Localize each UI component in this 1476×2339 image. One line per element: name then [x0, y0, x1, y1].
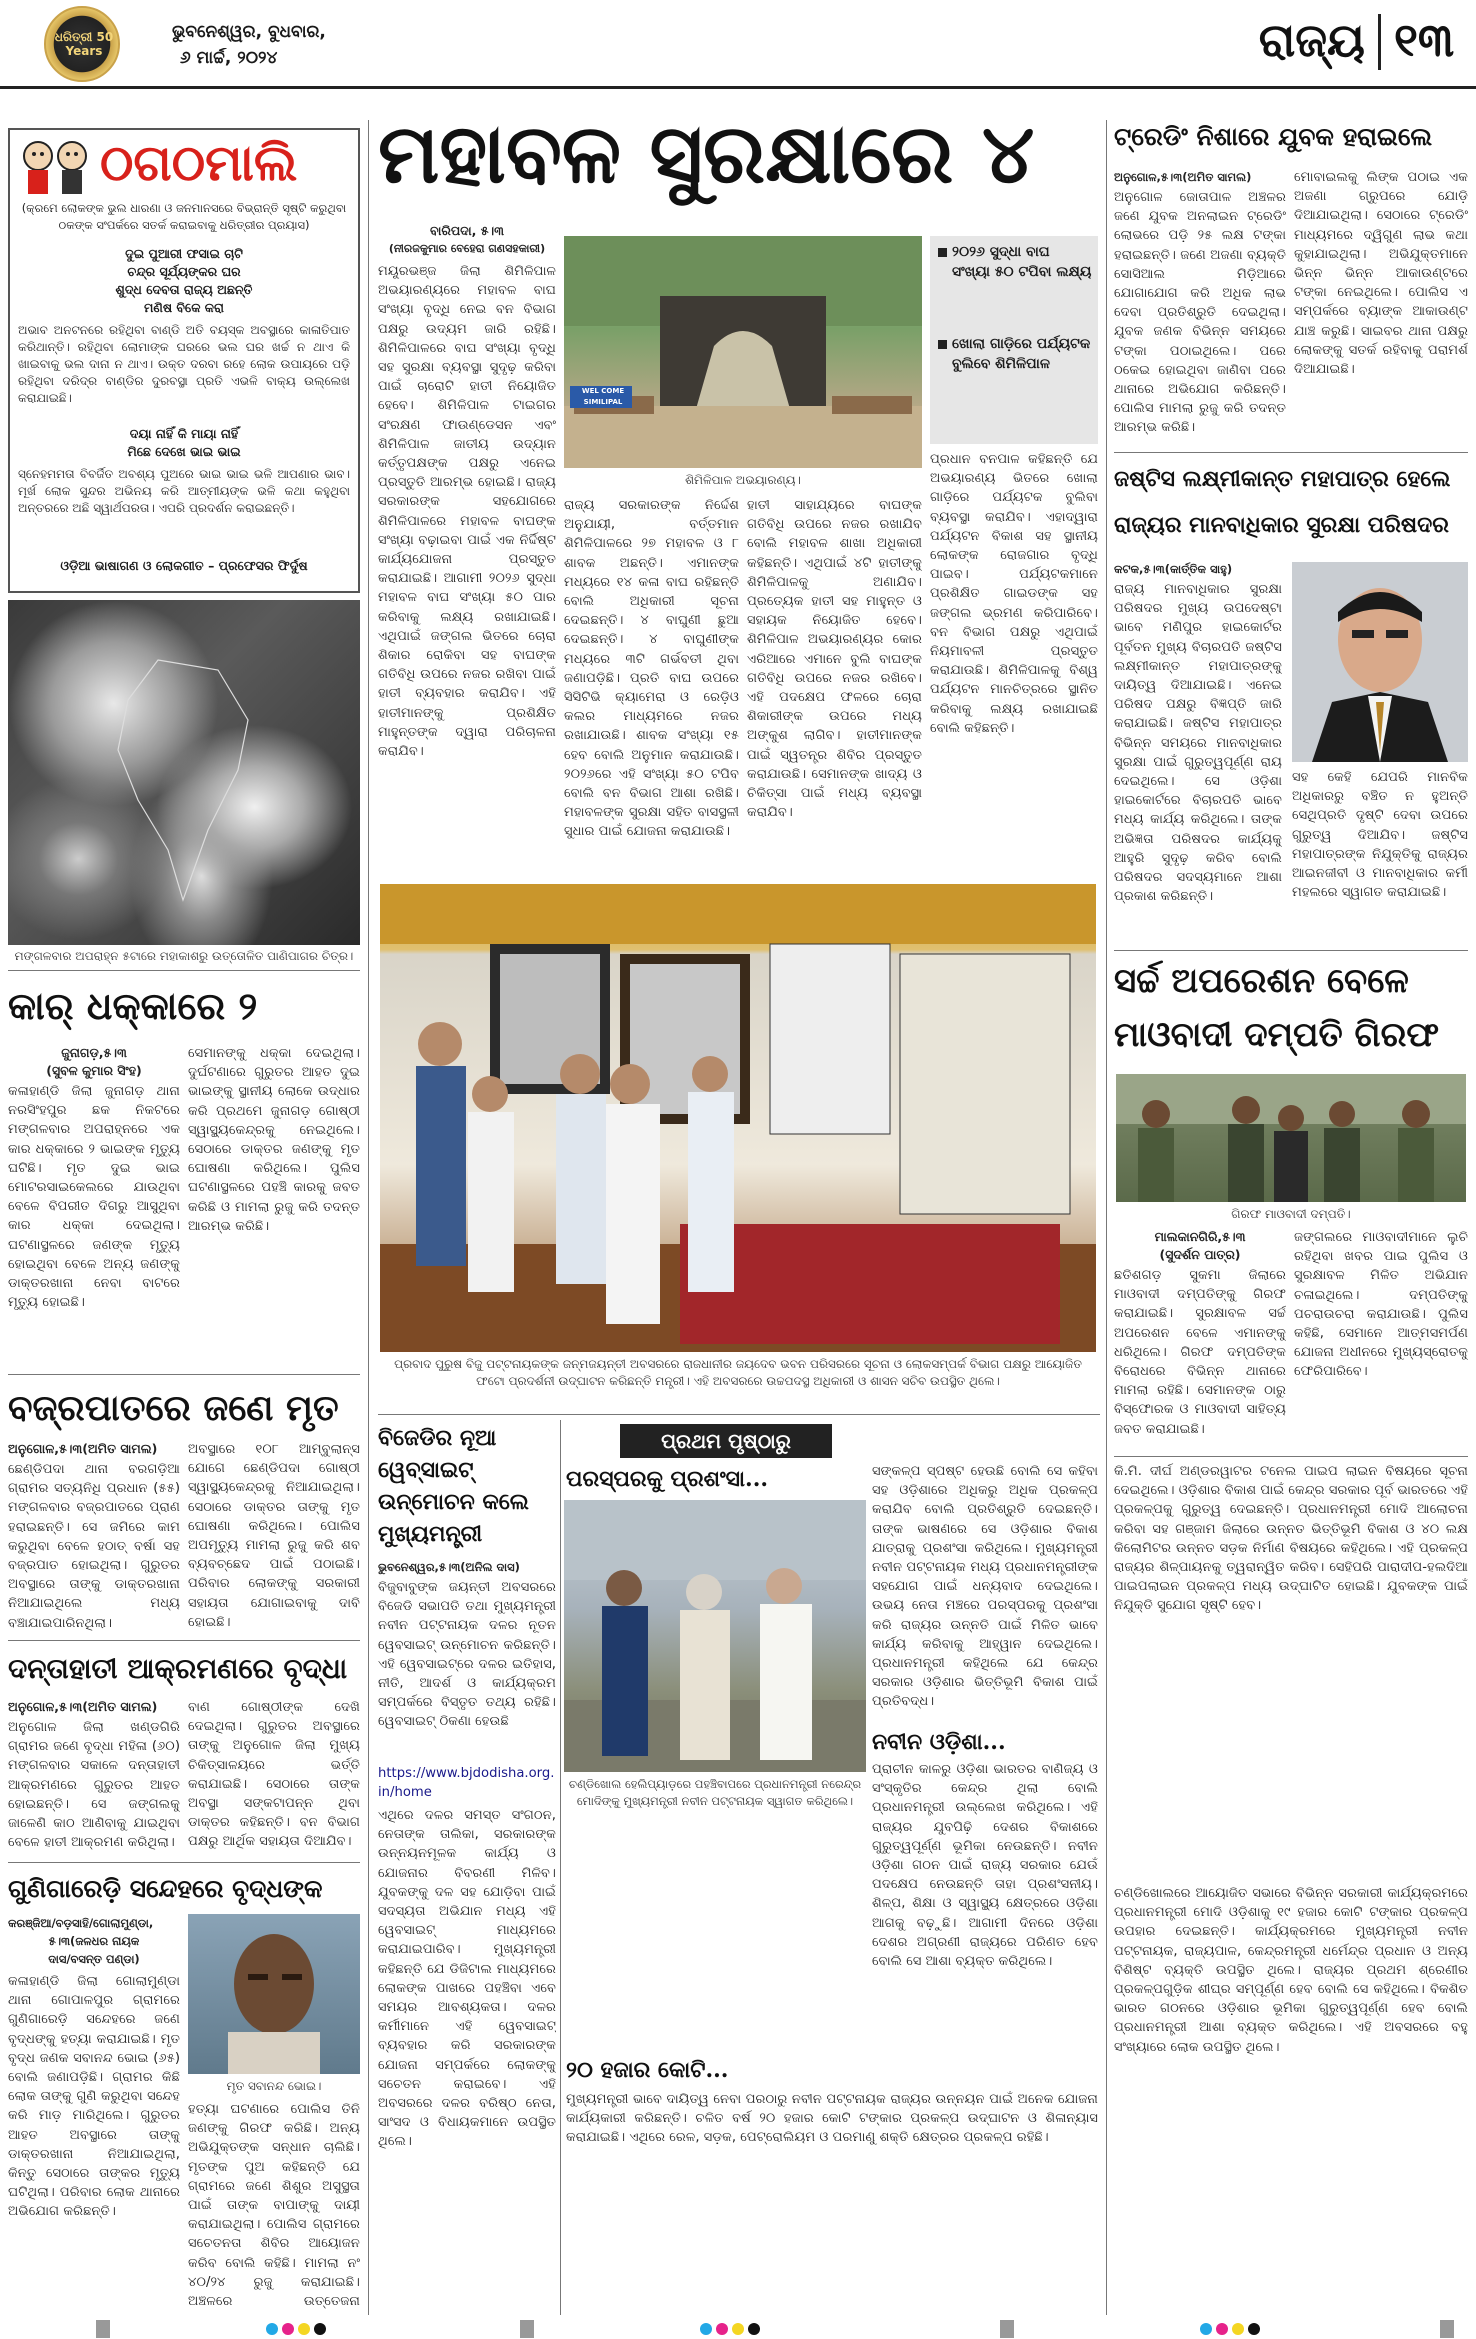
- thaga-credit: ଓଡ଼ିଆ ଭାଷାଗଣ ଓ ଲୋକଗୀତ – ପ୍ରଫେସର ଫିର୍ଦୁଷ: [60, 558, 308, 573]
- pm-cm-photo-caption: ଚଣ୍ଡିଖୋଲ ହେଲିପ୍ୟାଡ଼ରେ ପହଞ୍ଚିବାପରେ ପ୍ରଧାନମନ୍ତ୍ରୀ ନରେନ୍ଦ୍ର ମୋଦିଙ୍କୁ ମୁଖ୍ୟମନ୍ତ୍ରୀ ନବୀନ ପଟ୍ଟନାୟକ ସ୍ୱାଗତ କରିଥିଲେ।: [568, 1777, 862, 1808]
- bjd-body: ବିଜୁବାବୁଙ୍କ ଜୟନ୍ତୀ ଅବସରରେ ବିଜେଡି ସଭାପତି ତଥା ମୁଖ୍ୟମନ୍ତ୍ରୀ ନବୀନ ପଟ୍ଟନାୟକ ଦଳର ନୂତନ ୱେବସାଇଟ୍ ଉନ୍ମୋଚନ କରିଛନ୍ତି। ଏହି ୱେବସାଇଟ୍‌ରେ ଦଳର ଇତିହାସ, ନୀତି, ଆଦର୍ଶ ଓ କାର୍ଯ୍ୟକ୍ରମ ସମ୍ପର୍କରେ ବିସ୍ତୃତ ତଥ୍ୟ ରହିଛି। ୱେବସାଇଟ୍ ଠିକଣା ହେଉଛି: [378, 1580, 556, 1730]
- front-col-a-3: ମୁଖ୍ୟମନ୍ତ୍ରୀ ଭାବେ ଦାୟିତ୍ୱ ନେବା ପରଠାରୁ ନବୀନ ପଟ୍ଟନାୟକ ରାଜ୍ୟର ଉନ୍ନୟନ ପାଇଁ ଅନେକ ଯୋଜନା କାର୍ଯ୍ୟକାରୀ କରିଛନ୍ତି। ଚଳିତ ବର୍ଷ ୨୦ ହଜାର କୋଟି ଟଙ୍କାର ପ୍ରକଳ୍ପ ଉଦ୍‌ଘାଟନ ଓ ଶିଳାନ୍ୟାସ କରାଯାଇଛି। ଏଥିରେ ରେଳ, ସଡ଼କ, ପେଟ୍ରୋଲିୟମ ଓ ପରମାଣୁ ଶକ୍ତି କ୍ଷେତ୍ରର ପ୍ରକଳ୍ପ ରହିଛି।: [566, 2092, 1098, 2146]
- page-number: ୧୩: [1393, 13, 1455, 67]
- right-rule-1: [1114, 452, 1468, 453]
- trending-byline: ଅନୁଗୋଳ,୫।୩(ଅମିତ ସାମଲ): [1114, 170, 1252, 184]
- elephants-highlights-box: [930, 236, 1098, 444]
- car-accident-col-1: କଳାହାଣ୍ଡି ଜିଲା ଜୁନାଗଡ଼ ଥାନା ନରସିଂହପୁର ଛକ ନିକଟରେ ମଙ୍ଗଳବାର ଅପରାହ୍ନରେ ଏକ କାର ଧକ୍କାରେ ୨ ଭାଇଙ୍କ ମୃତ୍ୟୁ ଘଟିଛି। ମୃତ ଦୁଇ ଭାଇ ମୋଟରସାଇକେଲରେ ଯାଉଥିବା ବେଳେ ବିପରୀତ ଦିଗରୁ ଆସୁଥିବା କାର ଧକ୍କା ଦେଇଥିଲା। ଘଟଣାସ୍ଥଳରେ ଜଣଙ୍କ ମୃତ୍ୟୁ ହୋଇଥିବା ବେଳେ ଅନ୍ୟ ଜଣଙ୍କୁ ଡାକ୍ତରଖାନା ନେବା ବାଟରେ ମୃତ୍ୟୁ ହୋଇଛି।: [8, 1084, 180, 1311]
- anniversary-logo: [44, 6, 120, 82]
- bjd-body-2: ଏଥିରେ ଦଳର ସମସ୍ତ ସଂଗଠନ, ନେତାଙ୍କ ତାଲିକା, ସରକାରଙ୍କ ଉନ୍ନୟନମୂଳକ କାର୍ଯ୍ୟ ଓ ଯୋଜନାର ବିବରଣୀ ମିଳିବ। ଯୁବକଙ୍କୁ ଦଳ ସହ ଯୋଡ଼ିବା ପାଇଁ ସଦସ୍ୟତା ଅଭିଯାନ ମଧ୍ୟ ଏହି ୱେବସାଇଟ୍ ମାଧ୍ୟମରେ କରାଯାଇପାରିବ। ମୁଖ୍ୟମନ୍ତ୍ରୀ କହିଛନ୍ତି ଯେ ଡିଜିଟାଲ ମାଧ୍ୟମରେ ଲୋକଙ୍କ ପାଖରେ ପହଞ୍ଚିବା ଏବେ ସମୟର ଆବଶ୍ୟକତା। ଦଳର କର୍ମୀମାନେ ଏହି ୱେବସାଇଟ୍ ବ୍ୟବହାର କରି ସରକାରଙ୍କ ଯୋଜନା ସମ୍ପର୍କରେ ଲୋକଙ୍କୁ ସଚେତନ କରାଇବେ। ଏହି ଅବସରରେ ଦଳର ବରିଷ୍ଠ ନେତା, ସାଂସଦ ଓ ବିଧାୟକମାନେ ଉପସ୍ଥିତ ଥିଲେ।: [378, 1808, 556, 2150]
- left-rule-4: [8, 1862, 360, 1863]
- similipal-photo-caption: ଶିମିଳିପାଳ ଅଭୟାରଣ୍ୟ।: [685, 473, 801, 487]
- front-col-b-1: କି.ମି. ଦୀର୍ଘ ଅଣ୍ଡରୱାଟର ଟନେଲ ପାଇପ ଲାଇନ ବିଷୟରେ ସୂଚନା ଦେଇଥିଲେ। ଓଡ଼ିଶାର ବିକାଶ ପାଇଁ କେନ୍ଦ୍ର ସରକାର ପୂର୍ବ ଭାରତରେ ଏହି ପ୍ରକଳ୍ପକୁ ଗୁରୁତ୍ୱ ଦେଇଛନ୍ତି। ପ୍ରଧାନମନ୍ତ୍ରୀ ମୋଦି ଆଲୋଚନା କରିବା ସହ ଗଞ୍ଜାମ ଜିଲାରେ ଉନ୍ନତ ଭିତ୍ତିଭୂମି ବିକାଶ ଓ ୪୦ ଲକ୍ଷ କିଲୋମିଟର ଉନ୍ନତ ସଡ଼କ ନିର୍ମାଣ ବିଷୟରେ କହିଥିଲେ। ଏହି ପ୍ରକଳ୍ପ ରାଜ୍ୟର ଶିଳ୍ପାୟନକୁ ତ୍ୱରାନ୍ୱିତ କରିବ। ସେହିପରି ପାରାଦୀପ-ହଲଦିଆ ପାଇପଲାଇନ ପ୍ରକଳ୍ପ ମଧ୍ୟ ଉଦ୍‌ଘାଟିତ ହୋଇଛି। ଯୁବକଙ୍କ ପାଇଁ ନିଯୁକ୍ତି ସୁଯୋଗ ସୃଷ୍ଟି ହେବ।: [1114, 1464, 1468, 1614]
- murder-byline-2: ୫।୩(ଜଳଧର ନାୟକ: [48, 1934, 140, 1948]
- thaga-title: ଠଗଠମାଲି: [100, 133, 298, 192]
- thaga-cartoon-icon: [16, 134, 96, 196]
- section-name: ରାଜ୍ୟ: [1258, 13, 1365, 67]
- murder-victim-photo: [188, 1914, 360, 2074]
- thaga-verse-2: ଚନ୍ଦ୍ର ସୂର୍ଯ୍ୟଙ୍କର ଘର: [127, 264, 241, 279]
- lightning-byline: ଅନୁଗୋଳ,୫।୩(ଅମିତ ସାମଲ): [8, 1441, 158, 1456]
- justice-portrait: [1292, 562, 1468, 762]
- trending-col-2: ମୋବାଇଲକୁ ଲିଙ୍କ ପଠାଇ ଏକ ଅଜଣା ଗ୍ରୁପରେ ଯୋଡ଼ି ଦିଆଯାଇଥିଲା। ସେଠାରେ ଟ୍ରେଡିଂ ମାଧ୍ୟମରେ ଦ୍ୱିଗୁଣ ଲାଭ କଥା କୁହାଯାଇଥିଲା। ଅଭିଯୁକ୍ତମାନେ ଭିନ୍ନ ଭିନ୍ନ ଆକାଉଣ୍ଟରେ ଟଙ୍କା ନେଇଥିଲେ। ପୋଲିସ ଏ ସମ୍ପର୍କରେ ବ୍ୟାଙ୍କ ଆକାଉଣ୍ଟ ଯାଞ୍ଚ କରୁଛି। ସାଇବର ଥାନା ପକ୍ଷରୁ ଲୋକଙ୍କୁ ସତର୍କ ରହିବାକୁ ପରାମର୍ଶ ଦିଆଯାଇଛି।: [1294, 170, 1468, 378]
- elephants-byline-2: (ନୀରଜକୁମାର ବେହେରା ଗଣସହକାରୀ): [388, 242, 546, 255]
- thaga-box: [8, 128, 360, 593]
- print-mark-grey-2: [520, 2320, 534, 2338]
- trending-headline: ଟ୍ରେଡିଂ ନିଶାରେ ଯୁବକ ହରାଇଲେ: [1114, 122, 1433, 151]
- lightning-col-2: ଅବସ୍ଥାରେ ୧୦୮ ଆମ୍ବୁଲାନ୍ସ ଯୋଗେ ଛେଣ୍ଡିପଦା ଗୋଷ୍ଠୀ ସ୍ୱାସ୍ଥ୍ୟକେନ୍ଦ୍ରକୁ ନିଆଯାଇଥିଲା। ସେଠାରେ ଡାକ୍ତର ତାଙ୍କୁ ମୃତ ଘୋଷଣା କରିଥିଲେ। ପୋଲିସ ଅପମୃତ୍ୟୁ ମାମଲା ରୁଜୁ କରି ଶବ ବ୍ୟବଚ୍ଛେଦ ପାଇଁ ପଠାଇଛି। ପରିବାର ଲୋକଙ୍କୁ ସରକାରୀ ସହାୟତା ଯୋଗାଇବାକୁ ଦାବି ହୋଇଛି।: [188, 1442, 360, 1630]
- car-accident-byline-2: (ସୁବଳ କୁମାର ସିଂହ): [46, 1063, 142, 1078]
- print-mark-magenta-2: [716, 2323, 728, 2335]
- front-subhead-3: ୨୦ ହଜାର କୋଟି...: [566, 2057, 729, 2083]
- elephant-attack-col-2: ବାଣ ଗୋଷ୍ଠୀଙ୍କ ଦେଖି ଦେଇଥିଲା। ଗୁରୁତର ଅବସ୍ଥାରେ ତାଙ୍କୁ ଅନୁଗୋଳ ଜିଲା ମୁଖ୍ୟ ଚିକିତ୍ସାଳୟରେ ଭର୍ତ୍ତି କରାଯାଇଛି। ସେଠାରେ ତାଙ୍କ ଅବସ୍ଥା ସଙ୍କଟାପନ୍ନ ଥିବା ଡାକ୍ତର କହିଛନ୍ତି। ବନ ବିଭାଗ ପକ୍ଷରୁ ଆର୍ଥିକ ସହାୟତା ଦିଆଯିବ।: [188, 1700, 360, 1850]
- print-mark-black-3: [1248, 2323, 1260, 2335]
- right-rule-2: [1114, 950, 1468, 951]
- bjd-byline: ଭୁବନେଶ୍ୱର,୫।୩(ଅନିଲ ଦାସ): [378, 1560, 520, 1574]
- elephants-col-4: ପ୍ରଧାନ ବନପାଳ କହିଛନ୍ତି ଯେ ଅଭୟାରଣ୍ୟ ଭିତରେ ଖୋଲା ଗାଡ଼ିରେ ପର୍ଯ୍ୟଟକ ବୁଲିବା ବ୍ୟବସ୍ଥା କରାଯିବ। ଏହାଦ୍ୱାରା ପର୍ଯ୍ୟଟନ ବିକାଶ ସହ ସ୍ଥାନୀୟ ଲୋକଙ୍କ ରୋଜଗାର ବୃଦ୍ଧି ପାଇବ। ପର୍ଯ୍ୟଟକମାନେ ପ୍ରଶିକ୍ଷିତ ଗାଇଡଙ୍କ ସହ ଜଙ୍ଗଲ ଭ୍ରମଣ କରିପାରିବେ। ବନ ବିଭାଗ ପକ୍ଷରୁ ଏଥିପାଇଁ ନିୟମାବଳୀ ପ୍ରସ୍ତୁତ କରାଯାଉଛି। ଶିମିଳିପାଳକୁ ବିଶ୍ୱ ପର୍ଯ୍ୟଟନ ମାନଚିତ୍ରରେ ସ୍ଥାନିତ କରିବାକୁ ଲକ୍ଷ୍ୟ ରଖାଯାଇଛି ବୋଲି କହିଛନ୍ତି।: [930, 452, 1098, 736]
- pm-cm-photo: [564, 1500, 866, 1772]
- dateline-place: ଭୁବନେଶ୍ୱର, ବୁଧବାର,: [172, 22, 326, 42]
- maoist-couple-photo: [1116, 1074, 1466, 1202]
- front-subhead-2: ନବୀନ ଓଡ଼ିଶା...: [872, 1729, 1006, 1755]
- similipal-gate-photo: [564, 236, 922, 468]
- print-mark-grey-4: [1440, 2320, 1454, 2338]
- weather-caption: ମଙ୍ଗଳବାର ଅପରାହ୍ନ ୫ଟାରେ ମହାକାଶରୁ ଉତ୍ତୋଳିତ ପାଣିପାଗର ଚିତ୍ର।: [14, 949, 354, 963]
- justice-byline: କଟକ,୫।୩(କାର୍ତ୍ତିକ ସାହୁ): [1114, 562, 1233, 576]
- thaga-verse-3: ଶୁଦ୍ଧ ଦେବତା ରାଜ୍ୟ ଅଛନ୍ତି: [115, 282, 253, 297]
- bullet-square-2: [938, 340, 947, 349]
- bullet-square-1: [938, 248, 947, 257]
- masthead-rule: [0, 86, 1476, 89]
- print-mark-yellow-3: [1232, 2323, 1244, 2335]
- right-rule-3: [1114, 1456, 1468, 1457]
- print-mark-cyan-3: [1200, 2323, 1212, 2335]
- left-rule-2: [8, 1374, 360, 1375]
- exhibition-photo-caption: ପ୍ରବାଦ ପୁରୁଷ ବିଜୁ ପଟ୍ଟନାୟକଙ୍କ ଜନ୍ମଜୟନ୍ତୀ ଅବସରରେ ରାଜଧାନୀର ଜୟଦେବ ଭବନ ପରିସରରେ ସୂଚନା ଓ ଲୋକସମ୍ପର୍କ ବିଭାଗ ପକ୍ଷରୁ ଆୟୋଜିତ ଫଟୋ ପ୍ରଦର୍ଶନୀ ଉଦ୍‌ଘାଟନ କରିଛନ୍ତି ମନ୍ତ୍ରୀ। ଏହି ଅବସରରେ ଉଚ୍ଚପଦସ୍ଥ ଅଧିକାରୀ ଓ ଶାସନ ସଚିବ ଉପସ୍ଥିତ ଥିଲେ।: [394, 1357, 1082, 1388]
- mid-rule: [378, 1414, 1100, 1415]
- maoist-col-2: ଜଙ୍ଗଲରେ ମାଓବାଦୀମାନେ ଲୁଚି ରହିଥିବା ଖବର ପାଇ ପୁଲିସ ଓ ସୁରକ୍ଷାବଳ ମିଳିତ ଅଭିଯାନ ଚଳାଇଥିଲେ। ଦମ୍ପତିଙ୍କୁ ପଚରାଉଚରା କରାଯାଉଛି। ପୁଲିସ କହିଛି, ସେମାନେ ଆତ୍ମସମର୍ପଣ ଯୋଜନା ଅଧୀନରେ ମୁଖ୍ୟସ୍ରୋତକୁ ଫେରିପାରିବେ।: [1294, 1230, 1468, 1380]
- front-page-banner-text: ପ୍ରଥମ ପୃଷ୍ଠାରୁ: [661, 1429, 791, 1453]
- thaga-subtitle: (କ୍ରମେ ଲୋକଙ୍କ ଭୁଲ ଧାରଣା ଓ ଜନମାନସରେ ବିଭ୍ରାନ୍ତି ସୃଷ୍ଟି କରୁଥିବା ଠକଙ୍କ ସଂପର୍କରେ ସତର୍କ କରାଇବାକୁ ଧରିତ୍ରୀର ପ୍ରୟାସ): [21, 201, 347, 232]
- trending-col-1: ଅନୁଗୋଳ ଜୋତାପାଳ ଅଞ୍ଚଳର ଜଣେ ଯୁବକ ଅନଲାଇନ ଟ୍ରେଡିଂ ଲୋଭରେ ପଡ଼ି ୨୫ ଲକ୍ଷ ଟଙ୍କା ହରାଇଛନ୍ତି। ଜଣେ ଅଜଣା ବ୍ୟକ୍ତି ସୋସିଆଲ ମିଡ଼ିଆରେ ଯୋଗାଯୋଗ କରି ଅଧିକ ଲାଭ ଦେବା ପ୍ରତିଶ୍ରୁତି ଦେଇଥିଲା। ଯୁବକ ଜଣକ ବିଭିନ୍ନ ସମୟରେ ଟଙ୍କା ପଠାଇଥିଲେ। ପରେ ଠକେଇ ହୋଇଥିବା ଜାଣିବା ପରେ ଥାନାରେ ଅଭିଯୋଗ କରିଛନ୍ତି। ପୋଲିସ ମାମଲା ରୁଜୁ କରି ତଦନ୍ତ ଆରମ୍ଭ କରିଛି।: [1114, 190, 1286, 436]
- maoist-photo-caption: ଗିରଫ ମାଓବାଦୀ ଦମ୍ପତି।: [1231, 1207, 1351, 1221]
- elephants-col-2: ରାଜ୍ୟ ସରକାରଙ୍କ ନିର୍ଦ୍ଦେଶ ଅନୁଯାୟୀ, ବର୍ତ୍ତମାନ ଶିମିଳିପାଳରେ ୨୭ ମହାବଳ ଓ ୮ ଶାବକ ଅଛନ୍ତି। ଏମାନଙ୍କ ମଧ୍ୟରେ ୧୪ କଳା ବାଘ ରହିଛନ୍ତି ବୋଲି ଅଧିକାରୀ ସୂଚନା ଦେଇଛନ୍ତି। ୪ ବାଘୁଣୀ ଛୁଆ ଦେଇଛନ୍ତି। ୪ ବାଘୁଣୀଙ୍କ ମଧ୍ୟରେ ୩ଟି ଗର୍ଭବତୀ ଥିବା ଜଣାପଡ଼ିଛି। ପ୍ରତି ବାଘ ଉପରେ ସିସିଟିଭି କ୍ୟାମେରା ଓ ରେଡ଼ିଓ କଲର ମାଧ୍ୟମରେ ନଜର ରଖାଯାଉଛି। ଶାବକ ସଂଖ୍ୟା ୧୫ ହେବ ବୋଲି ଅନୁମାନ କରାଯାଉଛି। ୨୦୨୬ରେ ଏହି ସଂଖ୍ୟା ୫୦ ଟପିବ ବୋଲି ବନ ବିଭାଗ ଆଶା ରଖିଛି। ମହାବଳଙ୍କ ସୁରକ୍ଷା ସହିତ ବାସସ୍ଥଳୀ ସୁଧାର ପାଇଁ ଯୋଜନା କରାଯାଉଛି।: [564, 498, 739, 840]
- print-mark-grey-3: [1000, 2320, 1014, 2338]
- print-mark-cyan-2: [700, 2323, 712, 2335]
- print-mark-yellow-1: [298, 2323, 310, 2335]
- elephants-col-1: ମୟୂରଭଞ୍ଜ ଜିଲା ଶିମିଳିପାଳ ଅଭୟାରଣ୍ୟରେ ମହାବଳ ବାଘ ସଂଖ୍ୟା ବୃଦ୍ଧି ନେଇ ବନ ବିଭାଗ ପକ୍ଷରୁ ଉଦ୍ୟମ ଜାରି ରହିଛି। ଶିମିଳିପାଳରେ ବାଘ ସଂଖ୍ୟା ବୃଦ୍ଧି ସହ ସୁରକ୍ଷା ବ୍ୟବସ୍ଥା ସୁଦୃଢ଼ କରିବା ପାଇଁ ଚାରୋଟି ହାତୀ ନିୟୋଜିତ ହେବେ। ଶିମିଳିପାଳ ଟାଇଗର ସଂରକ୍ଷଣ ଫାଉଣ୍ଡେସନ ଏବଂ ଶିମିଳିପାଳ ଜାତୀୟ ଉଦ୍ୟାନ କର୍ତ୍ତୃପକ୍ଷଙ୍କ ପକ୍ଷରୁ ଏନେଇ ପ୍ରସ୍ତୁତି ଆରମ୍ଭ ହୋଇଛି। ରାଜ୍ୟ ସରକାରଙ୍କ ସହଯୋଗରେ ଶିମିଳିପାଳରେ ମହାବଳ ବାଘଙ୍କ ସଂଖ୍ୟା ବଢ଼ାଇବା ପାଇଁ ଏକ ନିର୍ଦ୍ଦିଷ୍ଟ କାର୍ଯ୍ୟଯୋଜନା ପ୍ରସ୍ତୁତ କରାଯାଇଛି। ଆଗାମୀ ୨୦୨୬ ସୁଦ୍ଧା ମହାବଳ ବାଘ ସଂଖ୍ୟା ୫୦ ପାର କରିବାକୁ ଲକ୍ଷ୍ୟ ରଖାଯାଇଛି। ଏଥିପାଇଁ ଜଙ୍ଗଲ ଭିତରେ ଚୋରା ଶିକାର ରୋକିବା ସହ ବାଘଙ୍କ ଗତିବିଧି ଉପରେ ନଜର ରଖିବା ପାଇଁ ହାତୀ ବ୍ୟବହାର କରାଯିବ। ଏହି ହାତୀମାନଙ୍କୁ ପ୍ରଶିକ୍ଷିତ ମାହୁନ୍ତଙ୍କ ଦ୍ୱାରା ପରିଚାଳନା କରାଯିବ।: [378, 264, 556, 760]
- elephants-col-3: ହାତୀ ସାହାଯ୍ୟରେ ବାଘଙ୍କ ଗତିବିଧି ଉପରେ ନଜର ରଖାଯିବ ବୋଲି ମହାବଳ ଶାଖା ଅଧିକାରୀ କହିଛନ୍ତି। ଏଥିପାଇଁ ୪ଟି ହାତୀଙ୍କୁ ଶିମିଳିପାଳକୁ ଅଣାଯିବ। ପ୍ରତ୍ୟେକ ହାତୀ ସହ ମାହୁନ୍ତ ଓ ସହାୟକ ନିୟୋଜିତ ହେବେ। ଶିମିଳିପାଳ ଅଭୟାରଣ୍ୟର କୋର ଏରିଆରେ ଏମାନେ ବୁଲି ବାଘଙ୍କ ଗତିବିଧି ଉପରେ ନଜର ରଖିବେ। ଏହି ପଦକ୍ଷେପ ଫଳରେ ଚୋରା ଶିକାରୀଙ୍କ ଉପରେ ମଧ୍ୟ ଅଙ୍କୁଶ ଲାଗିବ। ହାତୀମାନଙ୍କ ପାଇଁ ସ୍ୱତନ୍ତ୍ର ଶିବିର ପ୍ରସ୍ତୁତ କରାଯାଉଛି। ସେମାନଙ୍କ ଖାଦ୍ୟ ଓ ଚିକିତ୍ସା ପାଇଁ ମଧ୍ୟ ବ୍ୟବସ୍ଥା କରାଯିବ।: [747, 498, 922, 821]
- thaga-verse-4: ମଣିଷ ବିକେ କରା: [144, 300, 224, 315]
- bjd-headline: ବିଜେଡିର ନୂଆ ୱେବ୍‌ସାଇଟ୍ ଉନ୍ମୋଚନ କଲେ ମୁଖ୍ୟମନ୍ତ୍ରୀ: [378, 1425, 529, 1547]
- elephant-attack-headline: ଦନ୍ତାହାତୀ ଆକ୍ରମଣରେ ବୃଦ୍ଧା: [8, 1652, 348, 1685]
- lightning-headline: ବଜ୍ରପାତରେ ଜଣେ ମୃତ: [8, 1387, 339, 1429]
- dateline-date: ୬ ମାର୍ଚ୍ଚ, ୨୦୨୪: [180, 48, 278, 68]
- murder-byline: କରଞ୍ଜିଆ/ବଡ଼ସାହି/ଗୋଲାମୁଣ୍ଡା,: [8, 1916, 154, 1930]
- front-col-a-1: ସଙ୍କଳ୍ପ ସ୍ପଷ୍ଟ ହେଉଛି ବୋଲି ସେ କହିବା ସହ ଓଡ଼ିଶାରେ ଅଧିକରୁ ଅଧିକ ପ୍ରକଳ୍ପ କରାଯିବ ବୋଲି ପ୍ରତିଶ୍ରୁତି ଦେଇଛନ୍ତି। ତାଙ୍କ ଭାଷଣରେ ସେ ଓଡ଼ିଶାର ବିକାଶ ଯାତ୍ରାକୁ ପ୍ରଶଂସା କରିଥିଲେ। ମୁଖ୍ୟମନ୍ତ୍ରୀ ନବୀନ ପଟ୍ଟନାୟକ ମଧ୍ୟ ପ୍ରଧାନମନ୍ତ୍ରୀଙ୍କ ସହଯୋଗ ପାଇଁ ଧନ୍ୟବାଦ ଦେଇଥିଲେ। ଉଭୟ ନେତା ମଞ୍ଚରେ ପରସ୍ପରକୁ ପ୍ରଶଂସା କରି ରାଜ୍ୟର ଉନ୍ନତି ପାଇଁ ମିଳିତ ଭାବେ କାର୍ଯ୍ୟ କରିବାକୁ ଆହ୍ୱାନ ଦେଇଥିଲେ। ପ୍ରଧାନମନ୍ତ୍ରୀ କହିଥିଲେ ଯେ କେନ୍ଦ୍ର ସରକାର ଓଡ଼ିଶାର ଭିତ୍ତିଭୂମି ବିକାଶ ପାଇଁ ପ୍ରତିବଦ୍ଧ।: [872, 1464, 1098, 1710]
- elephant-attack-col-1: ଅନୁଗୋଳ ଜିଲା ଖଣ୍ଡଗିରି ଗ୍ରାମର ଜଣେ ବୃଦ୍ଧା ମହିଳା (୬୦) ମଙ୍ଗଳବାର ସକାଳେ ଦନ୍ତାହାତୀ ଆକ୍ରମଣରେ ଗୁରୁତର ଆହତ ହୋଇଛନ୍ତି। ସେ ଜଙ୍ଗଲକୁ ଜାଳେଣି କାଠ ଆଣିବାକୁ ଯାଇଥିବା ବେଳେ ହାତୀ ଆକ୍ରମଣ କରିଥିଲା।: [8, 1720, 180, 1851]
- maoist-col-1: ଛତିଶଗଡ଼ ସୁକମା ଜିଲାରେ ମାଓବାଦୀ ଦମ୍ପତିଙ୍କୁ ଗିରଫ କରାଯାଇଛି। ସୁରକ୍ଷାବଳ ସର୍ଚ୍ଚ ଅପରେଶନ ବେଳେ ଏମାନଙ୍କୁ ଧରିଥିଲେ। ଗିରଫ ଦମ୍ପତିଙ୍କ ବିରୋଧରେ ବିଭିନ୍ନ ଥାନାରେ ମାମଲା ରହିଛି। ସେମାନଙ୍କ ଠାରୁ ବିସ୍ଫୋରକ ଓ ମାଓବାଦୀ ସାହିତ୍ୟ ଜବତ କରାଯାଇଛି।: [1114, 1268, 1286, 1437]
- lightning-col-1: ଛେଣ୍ଡିପଦା ଥାନା ବରଗଡ଼ିଆ ଗ୍ରାମର ସତ୍ୟନିଧି ପ୍ରଧାନ (୫୫) ମଙ୍ଗଳବାର ବଜ୍ରପାତରେ ପ୍ରାଣ ହରାଇଛନ୍ତି। ସେ ଜମିରେ କାମ କରୁଥିବା ବେଳେ ହଠାତ୍ ବର୍ଷା ସହ ବଜ୍ରପାତ ହୋଇଥିଲା। ଗୁରୁତର ଅବସ୍ଥାରେ ତାଙ୍କୁ ଡାକ୍ତରଖାନା ନିଆଯାଇଥିଲେ ମଧ୍ୟ ବଞ୍ଚାଯାଇପାରିନଥିଲା।: [8, 1462, 180, 1631]
- car-accident-byline: ଜୁନାଗଡ଼,୫।୩: [61, 1045, 127, 1060]
- justice-body-2: ସହ କେହି ଯେପରି ମାନବିକ ଅଧିକାରରୁ ବଞ୍ଚିତ ନ ହୁଅନ୍ତି ସେଥିପ୍ରତି ଦୃଷ୍ଟି ଦେବା ଉପରେ ଗୁରୁତ୍ୱ ଦିଆଯିବ। ଜଷ୍ଟିସ ମହାପାତ୍ରଙ୍କ ନିଯୁକ୍ତିକୁ ରାଜ୍ୟର ଆଇନଜୀବୀ ଓ ମାନବାଧିକାର କର୍ମୀ ମହଲରେ ସ୍ୱାଗତ କରାଯାଇଛି।: [1292, 770, 1468, 901]
- elephants-headline: ମହାବଳ ସୁରକ୍ଷାରେ ୪: [378, 106, 1035, 202]
- car-accident-col-2: ସେମାନଙ୍କୁ ଧକ୍କା ଦେଇଥିଲା। ଦୁର୍ଘଟଣାରେ ଗୁରୁତର ଆହତ ଦୁଇ ଭାଇଙ୍କୁ ସ୍ଥାନୀୟ ଲୋକେ ଉଦ୍ଧାର କରି ପ୍ରଥମେ ଜୁନାଗଡ଼ ଗୋଷ୍ଠୀ ସ୍ୱାସ୍ଥ୍ୟକେନ୍ଦ୍ରକୁ ନେଇଥିଲେ। ସେଠାରେ ଡାକ୍ତର ଜଣଙ୍କୁ ମୃତ ଘୋଷଣା କରିଥିଲେ। ପୁଲିସ ଘଟଣାସ୍ଥଳରେ ପହଞ୍ଚି କାରକୁ ଜବତ କରିଛି ଓ ମାମଲା ରୁଜୁ କରି ତଦନ୍ତ ଆରମ୍ଭ କରିଛି।: [188, 1046, 360, 1234]
- section-divider: [1378, 14, 1381, 70]
- thaga-body-1: ଅଭାବ ଅନଟନରେ ରହିଥିବା ବାଣ୍ଡି ଅତି ବୟସ୍କ ଅବସ୍ଥାରେ କାଳାତିପାତ କରିଥାନ୍ତି। ରହିଥିବା ଲୋମାଙ୍କ ଘରରେ ଭଲ ଘର ଖର୍ଚ୍ଚ ନ ଥାଏ କି ଖାଇବାକୁ ଭଲ ଦାନା ନ ଥାଏ। ଉକ୍ତ ଦରବା ରହେ ଲୋକ ଉପାୟରେ ପଡ଼ି ରହିଥିବା ଦରିଦ୍ର ବାଣ୍ଡିର ଦୁରବସ୍ଥା ପ୍ରତି ଏଭଳି ବାକ୍ୟ ଉଲ୍ଲେଖ କରାଯାଇଛି।: [18, 323, 350, 405]
- thaga-verse-6: ମିଛେ ଦେଖେ ଭାଇ ଭାଇ: [127, 444, 241, 459]
- masthead: [0, 0, 1476, 90]
- murder-col-mid: ହତ୍ୟା ଘଟଣାରେ ପୋଲିସ ତିନି ଜଣଙ୍କୁ ଗିରଫ କରିଛି। ଅନ୍ୟ ଅଭିଯୁକ୍ତଙ୍କ ସନ୍ଧାନ ଚାଲିଛି। ମୃତଙ୍କ ପୁଅ କହିଛନ୍ତି ଯେ ଗ୍ରାମରେ ଜଣେ ଶିଶୁର ଅସୁସ୍ଥତା ପାଇଁ ତାଙ୍କ ବାପାଙ୍କୁ ଦାୟୀ କରାଯାଇଥିଲା। ପୋଲିସ ଗ୍ରାମରେ ସଚେତନତା ଶିବିର ଆୟୋଜନ କରିବ ବୋଲି କହିଛି। ମାମଲା ନଂ ୪୦/୨୪ ରୁଜୁ କରାଯାଇଛି। ଅଞ୍ଚଳରେ ଉତ୍ତେଜନା: [188, 2102, 360, 2310]
- justice-headline: ଜଷ୍ଟିସ ଲକ୍ଷ୍ମୀକାନ୍ତ ମହାପାତ୍ର ହେଲେ ରାଜ୍ୟର ମାନବାଧିକାର ସୁରକ୍ଷା ପରିଷଦର: [1114, 466, 1451, 538]
- bjd-website-url[interactable]: https://www.bjdodisha.org.in/home: [378, 1766, 555, 1801]
- murder-photo-caption: ମୃତ ସବାନନ୍ଦ ଭୋଇ।: [226, 2079, 322, 2093]
- thaga-body-2: ସ୍ନେହମମତା ବିବର୍ଜିତ ଅବଶ୍ୟ ପୁଅରେ ଭାଇ ଭାଇ ଭଳି ଆପଣାର ଭାବ। ମୂର୍ଖ ଲୋକ ସୁନ୍ଦର ଅଭିନୟ କରି ଆତ୍ମୀୟଙ୍କ ଭଳି କଥା କହୁଥିବା ଅନ୍ତରରେ ଅଛି ସ୍ୱାର୍ଥପରତା। ଏପରି ପ୍ରଦର୍ଶନ କରାଇଛନ୍ତି।: [18, 467, 350, 515]
- right-column-divider: [1106, 120, 1107, 2315]
- murder-col-left: କଳାହାଣ୍ଡି ଜିଲା ଗୋଲାମୁଣ୍ଡା ଥାନା ଗୋପାଳପୁର ଗ୍ରାମରେ ଗୁଣିଗାରେଡ଼ି ସନ୍ଦେହରେ ଜଣେ ବୃଦ୍ଧଙ୍କୁ ହତ୍ୟା କରାଯାଇଛି। ମୃତ ବୃଦ୍ଧ ଜଣକ ସବାନନ୍ଦ ଭୋଇ (୬୫) ବୋଲି ଜଣାପଡ଼ିଛି। ଗ୍ରାମର କିଛି ଲୋକ ତାଙ୍କୁ ଗୁଣି କରୁଥିବା ସନ୍ଦେହ କରି ମାଡ଼ ମାରିଥିଲେ। ଗୁରୁତର ଆହତ ଅବସ୍ଥାରେ ତାଙ୍କୁ ଡାକ୍ତରଖାନା ନିଆଯାଇଥିଲା, କିନ୍ତୁ ସେଠାରେ ତାଙ୍କର ମୃତ୍ୟୁ ଘଟିଥିଲା। ପରିବାର ଲୋକ ଥାନାରେ ଅଭିଯୋଗ କରିଛନ୍ତି।: [8, 1974, 180, 2220]
- print-mark-magenta-1: [282, 2323, 294, 2335]
- elephant-attack-byline: ଅନୁଗୋଳ,୫।୩(ଅମିତ ସାମଲ): [8, 1699, 158, 1714]
- print-mark-cyan-1: [266, 2323, 278, 2335]
- left-column-divider: [368, 120, 369, 2315]
- maoist-byline: ମାଲକାନଗିରି,୫।୩: [1154, 1229, 1246, 1244]
- print-mark-yellow-2: [732, 2323, 744, 2335]
- gate-sign-text: WEL COME SIMILIPAL: [581, 387, 625, 406]
- print-mark-grey-1: [96, 2320, 110, 2338]
- justice-body: ରାଜ୍ୟ ମାନବାଧିକାର ସୁରକ୍ଷା ପରିଷଦର ମୁଖ୍ୟ ଉପଦେଷ୍ଟା ଭାବେ ମଣିପୁର ହାଇକୋର୍ଟର ପୂର୍ବତନ ମୁଖ୍ୟ ବିଚାରପତି ଜଷ୍ଟିସ ଲକ୍ଷ୍ମୀକାନ୍ତ ମହାପାତ୍ରଙ୍କୁ ଦାୟିତ୍ୱ ଦିଆଯାଇଛି। ଏନେଇ ପରିଷଦ ପକ୍ଷରୁ ବିଜ୍ଞପ୍ତି ଜାରି କରାଯାଇଛି। ଜଷ୍ଟିସ ମହାପାତ୍ର ବିଭିନ୍ନ ସମୟରେ ମାନବାଧିକାର ସୁରକ୍ଷା ପାଇଁ ଗୁରୁତ୍ୱପୂର୍ଣ୍ଣ ରାୟ ଦେଇଥିଲେ। ସେ ଓଡ଼ିଶା ହାଇକୋର୍ଟରେ ବିଚାରପତି ଭାବେ ମଧ୍ୟ କାର୍ଯ୍ୟ କରିଥିଲେ। ତାଙ୍କ ଅଭିଜ୍ଞତା ପରିଷଦର କାର୍ଯ୍ୟକୁ ଆହୁରି ସୁଦୃଢ଼ କରିବ ବୋଲି ପରିଷଦର ସଦସ୍ୟମାନେ ଆଶା ପ୍ରକାଶ କରିଛନ୍ତି।: [1114, 582, 1282, 905]
- highlight-2: ଖୋଲା ଗାଡ଼ିରେ ପର୍ଯ୍ୟଟକ ବୁଲିବେ ଶିମିଳିପାଳ: [952, 336, 1091, 372]
- front-subhead-1: ପରସ୍ପରକୁ ପ୍ରଶଂସା...: [566, 1466, 769, 1492]
- murder-headline: ଗୁଣିଗାରେଡ଼ି ସନ୍ଦେହରେ ବୃଦ୍ଧଙ୍କ: [8, 1874, 323, 1903]
- print-mark-magenta-3: [1216, 2323, 1228, 2335]
- highlight-1: ୨୦୨୬ ସୁଦ୍ଧା ବାଘ ସଂଖ୍ୟା ୫୦ ଟପିବା ଲକ୍ଷ୍ୟ: [952, 244, 1092, 280]
- exhibition-photo: [380, 884, 1096, 1352]
- thaga-verse-1: ଦୁଇ ପୁଆରୀ ଫସାଇ ଚାଟି: [125, 246, 243, 261]
- elephants-byline: ବାରିପଦା, ୫।୩: [429, 223, 504, 238]
- maoist-byline-2: (ସୁଦର୍ଶନ ପାତ୍ର): [1159, 1247, 1241, 1262]
- front-page-banner: [620, 1424, 832, 1458]
- car-accident-headline: କାର୍ ଧକ୍କାରେ ୨: [8, 983, 258, 1028]
- left-rule-1: [8, 970, 360, 971]
- left-rule-3: [8, 1640, 360, 1641]
- print-mark-black-1: [314, 2323, 326, 2335]
- thaga-verse-5: ଦୟା ନାହିଁ କି ମାୟା ନାହିଁ: [129, 426, 239, 441]
- front-col-b-2: ଚଣ୍ଡିଖୋଲରେ ଆୟୋଜିତ ସଭାରେ ବିଭିନ୍ନ ସରକାରୀ କାର୍ଯ୍ୟକ୍ରମରେ ପ୍ରଧାନମନ୍ତ୍ରୀ ମୋଦି ଓଡ଼ିଶାକୁ ୧୯ ହଜାର କୋଟି ଟଙ୍କାର ପ୍ରକଳ୍ପ ଉପହାର ଦେଇଛନ୍ତି। କାର୍ଯ୍ୟକ୍ରମରେ ମୁଖ୍ୟମନ୍ତ୍ରୀ ନବୀନ ପଟ୍ଟନାୟକ, ରାଜ୍ୟପାଳ, କେନ୍ଦ୍ରମନ୍ତ୍ରୀ ଧର୍ମେନ୍ଦ୍ର ପ୍ରଧାନ ଓ ଅନ୍ୟ ବିଶିଷ୍ଟ ବ୍ୟକ୍ତି ଉପସ୍ଥିତ ଥିଲେ। ରାଜ୍ୟର ପ୍ରଥମ ଶ୍ରେଣୀର ପ୍ରକଳ୍ପଗୁଡ଼ିକ ଶୀଘ୍ର ସମ୍ପୂର୍ଣ୍ଣ ହେବ ବୋଲି ସେ କହିଥିଲେ। ବିକଶିତ ଭାରତ ଗଠନରେ ଓଡ଼ିଶାର ଭୂମିକା ଗୁରୁତ୍ୱପୂର୍ଣ୍ଣ ହେବ ବୋଲି ପ୍ରଧାନମନ୍ତ୍ରୀ ଆଶା ବ୍ୟକ୍ତ କରିଥିଲେ। ଏହି ଅବସରରେ ବହୁ ସଂଖ୍ୟାରେ ଲୋକ ଉପସ୍ଥିତ ଥିଲେ।: [1114, 1886, 1468, 2055]
- print-mark-black-2: [748, 2323, 760, 2335]
- murder-byline-3: ଦାସ/ବସନ୍ତ ପଣ୍ଡା): [48, 1952, 140, 1966]
- maoist-headline: ସର୍ଚ୍ଚ ଅପରେଶନ ବେଳେ ମାଓବାଦୀ ଦମ୍ପତି ଗିରଫ: [1114, 961, 1440, 1055]
- front-col-a-2: ପ୍ରାଚୀନ କାଳରୁ ଓଡ଼ିଶା ଭାରତର ବାଣିଜ୍ୟ ଓ ସଂସ୍କୃତିର କେନ୍ଦ୍ର ଥିଲା ବୋଲି ପ୍ରଧାନମନ୍ତ୍ରୀ ଉଲ୍ଲେଖ କରିଥିଲେ। ଏହି ରାଜ୍ୟର ଯୁବପିଢ଼ି ଦେଶର ବିକାଶରେ ଗୁରୁତ୍ୱପୂର୍ଣ୍ଣ ଭୂମିକା ନେଉଛନ୍ତି। ନବୀନ ଓଡ଼ିଶା ଗଠନ ପାଇଁ ରାଜ୍ୟ ସରକାର ଯେଉଁ ପଦକ୍ଷେପ ନେଉଛନ୍ତି ତାହା ପ୍ରଶଂସନୀୟ। ଶିଳ୍ପ, ଶିକ୍ଷା ଓ ସ୍ୱାସ୍ଥ୍ୟ କ୍ଷେତ୍ରରେ ଓଡ଼ିଶା ଆଗକୁ ବଢ଼ୁଛି। ଆଗାମୀ ଦିନରେ ଓଡ଼ିଶା ଦେଶର ଅଗ୍ରଣୀ ରାଜ୍ୟରେ ପରିଣତ ହେବ ବୋଲି ସେ ଆଶା ବ୍ୟକ୍ତ କରିଥିଲେ।: [872, 1762, 1098, 1970]
- bjd-divider: [560, 1420, 561, 2315]
- logo-text: ଧରିତ୍ରୀ 50 Years: [54, 30, 114, 58]
- weather-satellite-image: [8, 600, 360, 945]
